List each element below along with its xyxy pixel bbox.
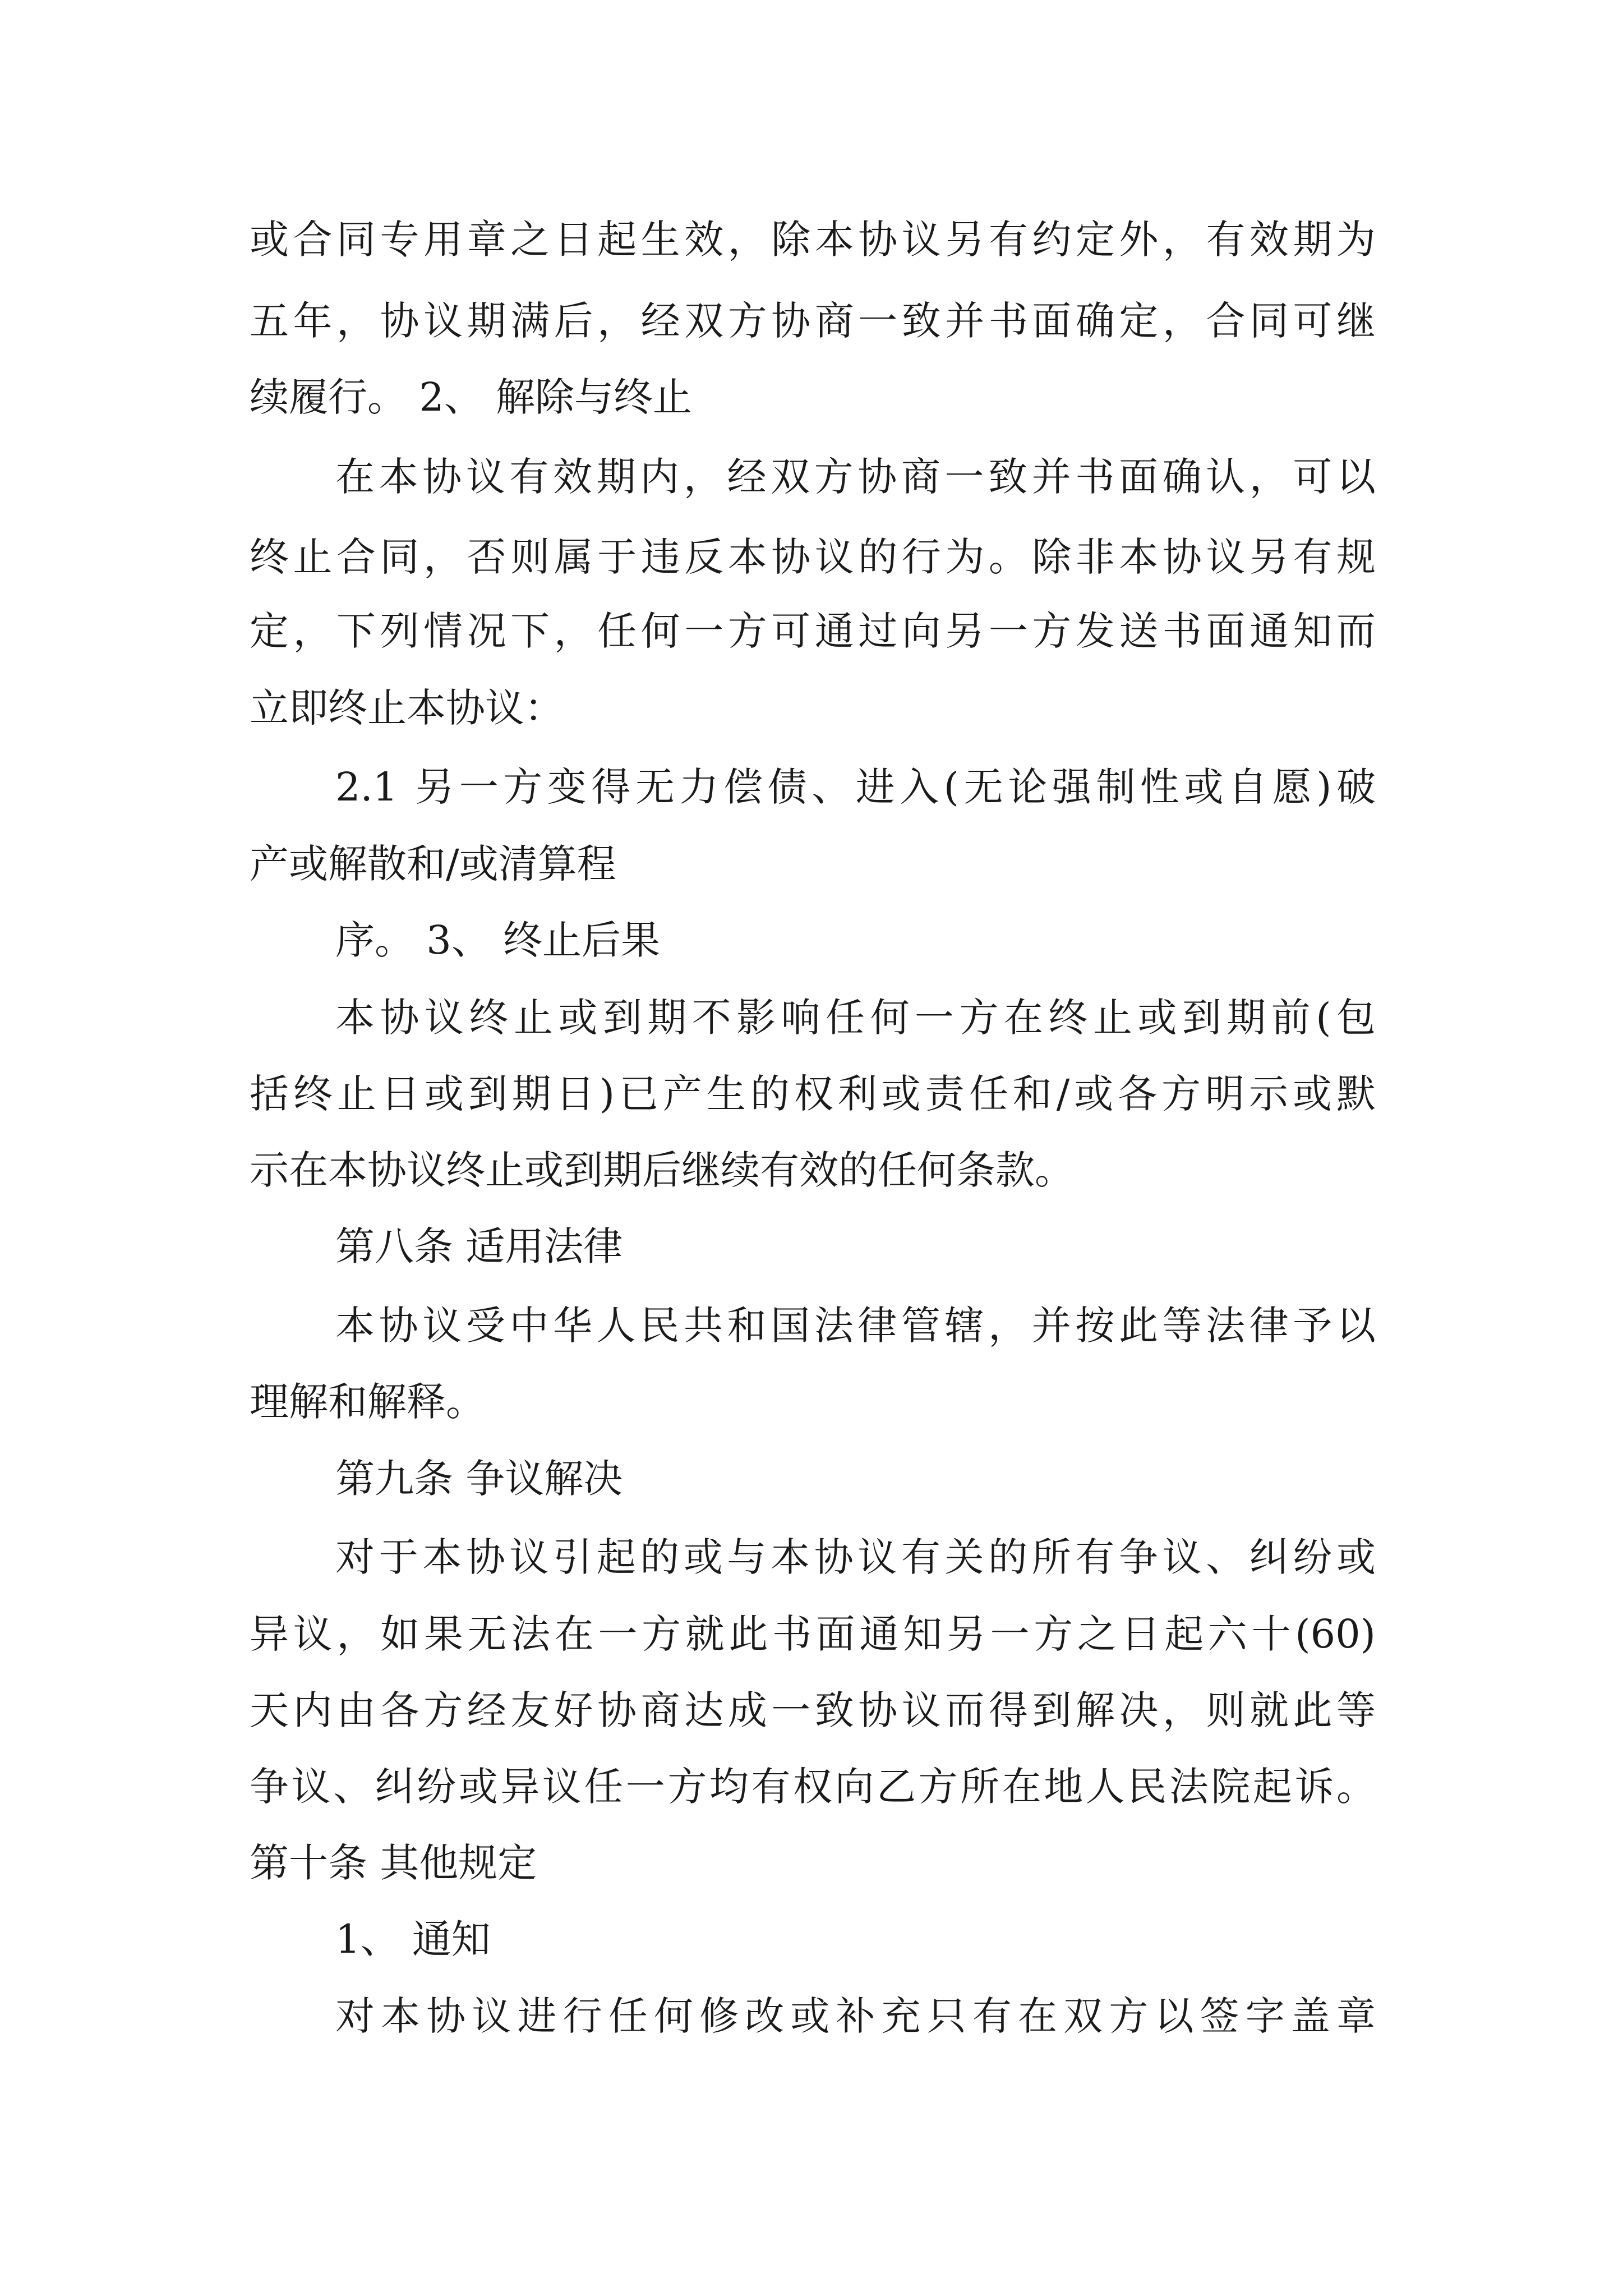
text-line: 或合同专用章之日起生效，除本协议另有约定外，有效期为 — [250, 217, 1376, 263]
text-line: 本协议受中华人民共和国法律管辖，并按此等法律予以 — [335, 1303, 1376, 1349]
text-line: 终止合同，否则属于违反本协议的行为。除非本协议另有规 — [250, 534, 1376, 580]
text-line: 本协议终止或到期不影响任何一方在终止或到期前(包 — [335, 995, 1376, 1041]
text-line: 产或解散和/或清算程 — [250, 841, 616, 887]
section-heading: 续履行。 2、 解除与终止 — [250, 374, 693, 420]
article-heading: 第十条 其他规定 — [250, 1840, 537, 1886]
article-heading: 第八条 适用法律 — [335, 1223, 623, 1269]
text-line: 示在本协议终止或到期后继续有效的任何条款。 — [250, 1147, 1074, 1193]
text-line: 理解和解释。 — [250, 1379, 485, 1425]
text-line: 异议，如果无法在一方就此书面通知另一方之日起六十(60) — [250, 1611, 1376, 1657]
section-heading: 1、 通知 — [335, 1916, 491, 1962]
text-line: 在本协议有效期内，经双方协商一致并书面确认，可以 — [335, 454, 1376, 500]
text-line: 2.1 另一方变得无力偿债、进入(无论强制性或自愿)破 — [335, 764, 1376, 810]
text-line: 括终止日或到期日)已产生的权利或责任和/或各方明示或默 — [250, 1071, 1376, 1117]
article-heading: 第九条 争议解决 — [335, 1456, 623, 1502]
text-line: 天内由各方经友好协商达成一致协议而得到解决，则就此等 — [250, 1687, 1376, 1733]
text-line: 对于本协议引起的或与本协议有关的所有争议、纠纷或 — [335, 1534, 1376, 1580]
text-line: 定，下列情况下，任何一方可通过向另一方发送书面通知而 — [250, 608, 1376, 654]
section-heading: 序。 3、 终止后果 — [335, 917, 661, 963]
text-line: 对本协议进行任何修改或补充只有在双方以签字盖章 — [335, 1993, 1376, 2039]
text-line: 争议、纠纷或异议任一方均有权向乙方所在地人民法院起诉。 — [250, 1764, 1376, 1810]
text-line: 五年，协议期满后，经双方协商一致并书面确定，合同可继 — [250, 298, 1376, 344]
text-line: 立即终止本协议： — [250, 685, 564, 731]
